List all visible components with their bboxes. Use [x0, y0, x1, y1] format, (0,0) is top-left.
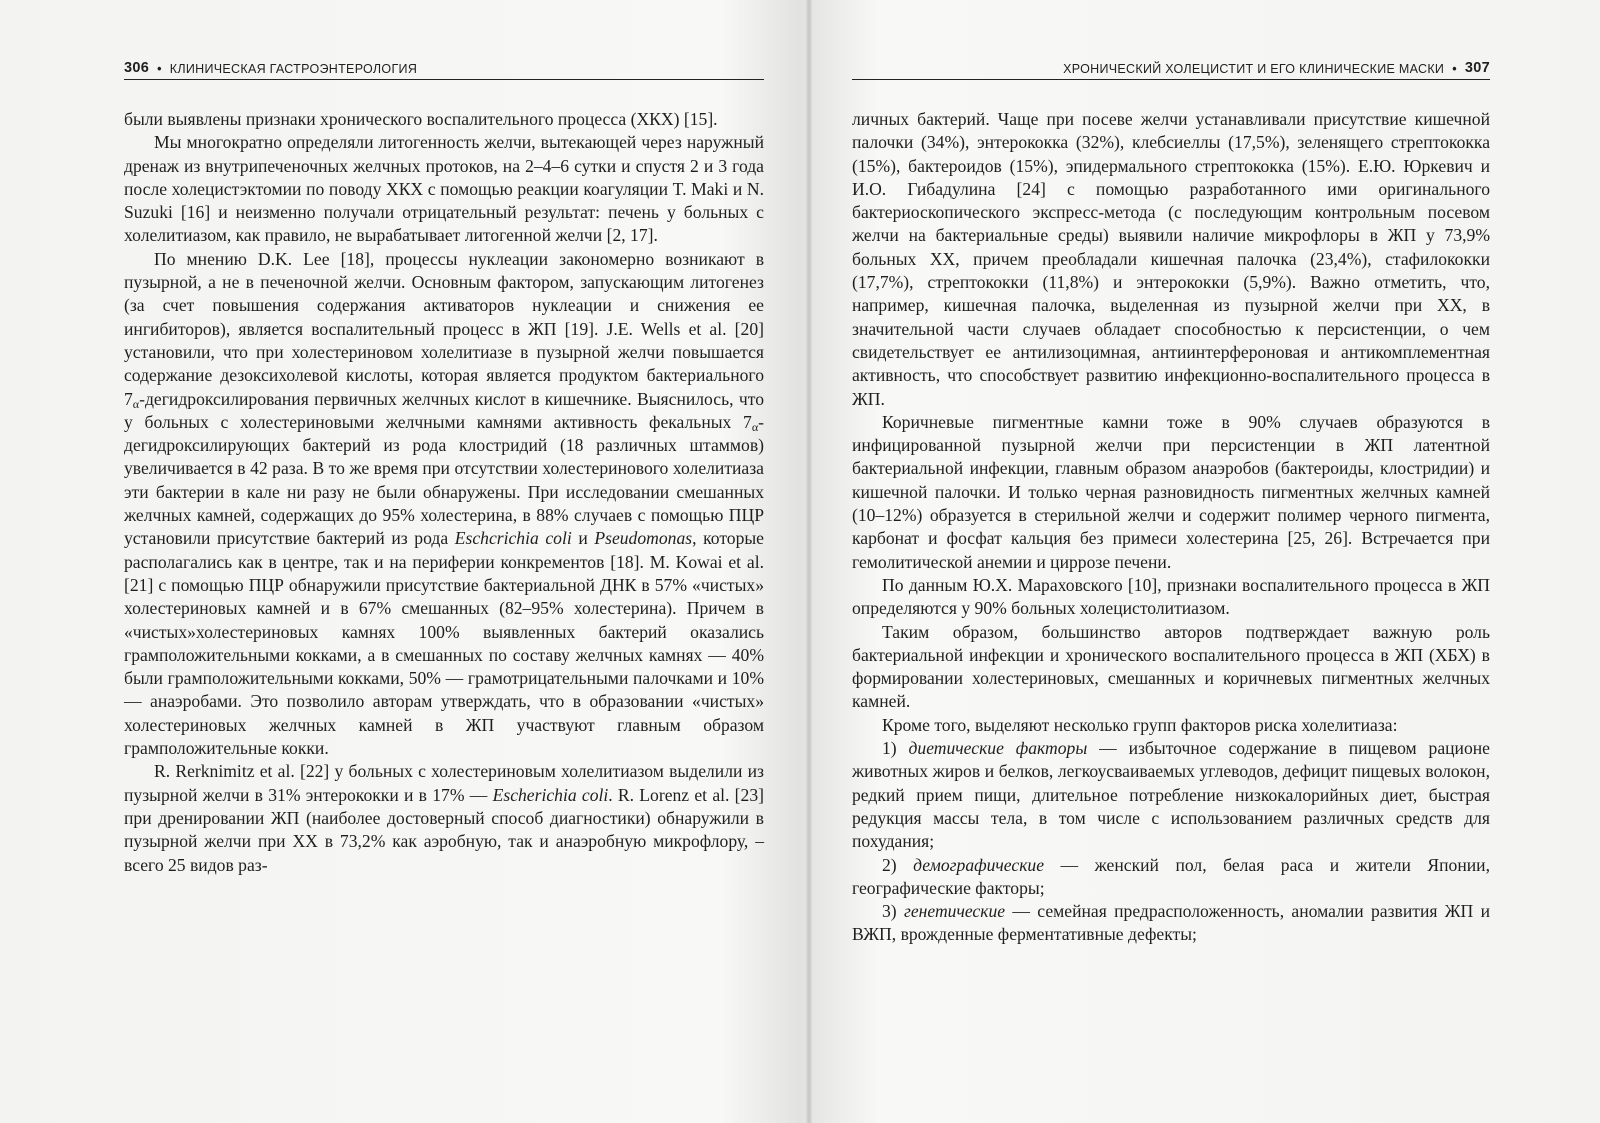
list-text: — избыточное содержание в пищевом рационе животных жиров и белков, легкоусваиваемых углеводов, дефицит пищевых волокон, редкий прием пищи, длительное потребление низкокалорийных диет, быстрая редукция массы тела, в том числе с использованием различных средств для похудания; — [852, 738, 1490, 852]
text-run: и — [571, 528, 595, 549]
list-text: — семейная предрасположенность, аномалии развития ЖП и ВЖП, врожденные ферментативные дефекты; — [852, 901, 1490, 945]
species-name: Escherichia coli — [492, 784, 609, 805]
subscript: α — [751, 419, 759, 434]
right-page — [852, 0, 1490, 1123]
header-bullet: • — [1452, 62, 1457, 76]
paragraph — [124, 248, 764, 761]
text-run: -дегидроксилирования первичных желчных кислот в кишечнике. Выяснилось, что у больных с холестериновыми желчными камнями активность фекальных 7 — [124, 388, 764, 432]
right-running-title: ХРОНИЧЕСКИЙ ХОЛЕЦИСТИТ И ЕГО КЛИНИЧЕСКИЕ МАСКИ — [1063, 62, 1445, 76]
paragraph: Таким образом, большинство авторов подтверждает важную роль бактериальной инфекции и хронического воспалительного процесса в ЖП (ХБХ) в формировании холестериновых, смешанных и коричневых пигментных желчных камней. — [852, 621, 1490, 712]
text-run: -дегидроксилирующих бактерий из рода клостридий (18 различных штаммов) увеличивается в 42 раза. В то же время при отсутствии холестеринового холелитиаза эти бактерии в кале ни разу не были обнаружены. При исследовании смешанных желчных камней, содержащих до 95% холестерина, в 88% случаев с помощью ПЦР установили присутствие бактерий из рода — [124, 411, 764, 549]
list-text: — женский пол, белая раса и жители Японии, географические факторы; — [852, 854, 1490, 898]
text-run: , которые располагались как в центре, так и на периферии конкрементов [18]. M. Kowai et al. [21] с помощью ПЦР обнаружили присутствие бактериальной ДНК в 57% «чистых» холестериновых камней и в 67% смешанных (82–95% холестерина). Причем в «чистых»холестериновых камнях 100% выявленных бактерий оказались грамположительными кокками, а в смешанных по составу желчных камнях — 40% были грамположительными кокками, 50% — грамотрицательными палочками и 10% — анаэробами. Это позволило авторам утверждать, что в образовании «чистых» холестериновых желчных камней в ЖП участвуют главным образом грамположительные кокки. — [124, 528, 764, 759]
subscript: α — [132, 396, 140, 411]
list-item — [852, 737, 1490, 853]
header-bullet: • — [157, 62, 162, 76]
list-item — [852, 900, 1490, 947]
left-page — [124, 0, 764, 1123]
list-number: 1) — [882, 738, 909, 759]
left-running-title: КЛИНИЧЕСКАЯ ГАСТРОЭНТЕРОЛОГИЯ — [169, 62, 418, 76]
paragraph: Коричневые пигментные камни тоже в 90% случаев образуются в инфицированной пузырной желчи при персистенции в ЖП латентной бактериальной инфекции, главным образом анаэробов (бактероиды, клостридии) и кишечной палочки. И только черная разновидность пигментных желчных камней (10–12%) образуется в стерильной желчи и содержит полимер черного пигмента, карбонат и фосфат кальция без примеси холестерина [25, 26]. Встречается при гемолитической анемии и циррозе печени. — [852, 411, 1490, 572]
text-run: R. Rerknimitz et al. [22] у больных с холестериновым холелитиазом выделили из пузырной желчи в 31% энтерококки и в 17% — — [124, 761, 764, 805]
text-run: По мнению D.K. Lee [18], процессы нуклеации закономерно возникают в пузырной, а не в печеночной желчи. Основным фактором, запускающим литогенез (за счет повышения содержания активаторов нуклеации и снижения ее ингибиторов), является воспалительный процесс в ЖП [19]. J.E. Wells et al. [20] установили, что при холестериновом холелитиазе в пузырной желчи повышается содержание дезоксихолевой кислоты, которая является продуктом бактериального 7 — [124, 248, 764, 409]
species-name: Pseudomonas — [594, 528, 693, 549]
paragraph: были выявлены признаки хронического воспалительного процесса (ХКХ) [15]. — [124, 109, 718, 129]
list-term: демографические — [913, 854, 1045, 875]
text-run: . R. Lorenz et al. [23] при дренировании ЖП (наиболее достоверный способ диагностики) обнаружили в пузырной желчи при ХХ в 73,2% как аэробную, так и анаэробную микрофлору, – всего 25 видов раз- — [124, 784, 764, 875]
paragraph: Мы многократно определяли литогенность желчи, вытекающей через наружный дренаж из внутрипеченочных желчных протоков, на 2–4–6 сутки и спустя 2 и 3 года после холецистэктомии по поводу ХКХ с помощью реакции коагуляции T. Maki и N. Suzuki [16] и неизменно получали отрицательный результат: печень у больных с холелитиазом, как правило, не вырабатывает литогенной желчи [2, 17]. — [124, 132, 764, 246]
left-running-header — [124, 58, 764, 80]
right-running-header — [852, 58, 1490, 80]
list-number: 3) — [882, 901, 904, 922]
right-page-number: 307 — [1464, 60, 1490, 76]
left-page-body — [124, 108, 764, 877]
list-term: генетические — [903, 901, 1006, 922]
species-name: Eschcrichia coli — [454, 528, 572, 549]
paragraph: По данным Ю.Х. Мараховского [10], признаки воспалительного процесса в ЖП определяются у 90% больных холецистолитиазом. — [852, 574, 1490, 619]
right-page-body — [852, 108, 1490, 947]
book-gutter — [806, 0, 812, 1123]
paragraph — [124, 760, 764, 876]
list-item — [852, 854, 1490, 901]
left-page-number: 306 — [124, 60, 150, 76]
list-term: диетические факторы — [908, 738, 1088, 759]
paragraph: Кроме того, выделяют несколько групп факторов риска холелитиаза: — [882, 714, 1398, 735]
paragraph: личных бактерий. Чаще при посеве желчи устанавливали присутствие кишечной палочки (34%), энтерококка (32%), клебсиеллы (17,5%), зеленящего стрептококка (15%), бактероидов (15%), эпидермального стрептококка (15%). Е.Ю. Юркевич и И.О. Гибадулина [24] с помощью разработанного ими оригинального бактериоскопического экспресс-метода (с последующим контрольным посевом желчи на бактериальные среды) выявили наличие микрофлоры в ЖП у 73,9% больных ХХ, причем преобладали кишечная палочка (23,4%), стафилококки (17,7%), стрептококки (11,8%) и энтерококки (5,9%). Важно отметить, что, например, кишечная палочка, выделенная из пузырной желчи при ХХ, в значительной части случаев обладает способностью к персистенции, о чем свидетельствует ее антилизоцимная, антиинтерфероновая и антикомплементная активность, что способствует развитию инфекционно-воспалительного процесса в ЖП. — [852, 109, 1490, 409]
list-number: 2) — [882, 854, 914, 875]
